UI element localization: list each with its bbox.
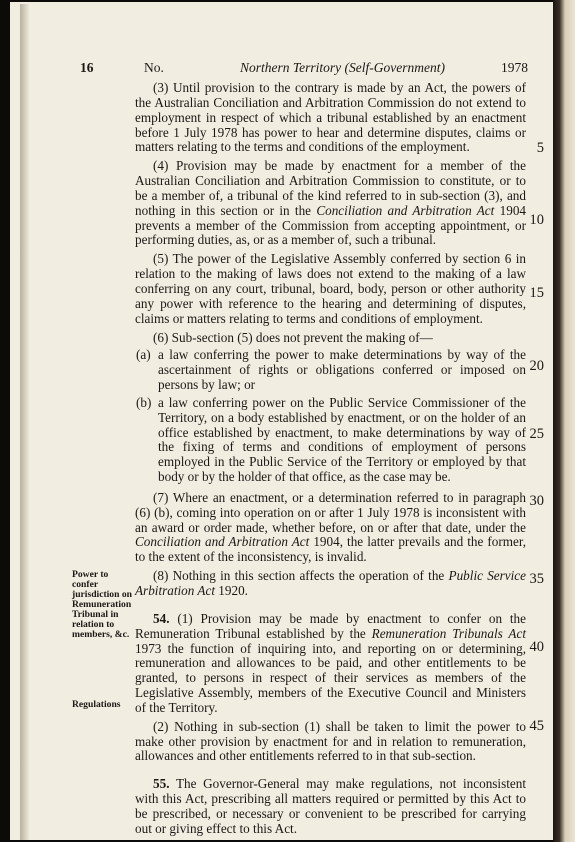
subsection-8 (135, 569, 526, 599)
line-number-5: 5 (536, 140, 544, 156)
line-number-35: 35 (529, 571, 544, 587)
section-54-number: 54. (153, 610, 170, 626)
paragraph-b (135, 396, 526, 485)
act-citation: Public Service Arbitration Act (135, 568, 526, 598)
act-citation: Conciliation and Arbitration Act (316, 202, 495, 218)
subsection-3: (3) Until provision to the contrary is made by an Act, the powers of the Australian Conciliation and Arbitration Commission do not extend to employment in respect of which a tribunal established by an enactment before 1 July 1978 has power to hear and determine disputes, claims or matters relating to the terms and conditions of the employment. (135, 80, 526, 155)
subsection-8-text: (8) Nothing in this section affects the operation of the (153, 568, 449, 584)
section-54-text: (1) Provision may be made by enactment to confer on the Remuneration Tribunal established by the (135, 610, 526, 641)
subsection-5: (5) The power of the Legislative Assembly conferred by section 6 in relation to the making of laws does not extend to the making of a law conferring on any court, tribunal, board, body, person or other authority any power with reference to the hearing and determining of disputes, claims or matters relating to terms and conditions of employment. (135, 251, 526, 326)
running-title: Northern Territory (Self-Government) (240, 60, 445, 75)
section-54-text-end: 1973 the function of inquiring into, and reporting on or determining, remuneration and allowances to be paid, and other entitlements to be granted, to persons in respect of their services as members of the Legislative Assembly, members of the Executive Council and Ministers of the Territory. (135, 640, 526, 715)
margin-note-section-55: Regulations (72, 699, 121, 710)
line-number-30: 30 (529, 493, 544, 509)
paragraph-a-mark: (a) (136, 347, 151, 363)
subsection-6: (6) Sub-section (5) does not prevent the making of— (153, 329, 433, 345)
body-text (135, 81, 526, 840)
margin-note-section-54: Power to confer jurisdiction on Remuneration Tribunal in relation to members, &c. (72, 569, 132, 640)
line-number-15: 15 (529, 285, 544, 301)
section-55-number: 55. (153, 776, 170, 792)
line-number-20: 20 (529, 358, 544, 374)
act-year: 1978 (501, 60, 528, 75)
paragraph-a (135, 348, 526, 393)
line-number-10: 10 (529, 212, 544, 228)
section-55-text: The Governor-General may make regulations, not inconsistent with this Act, prescribing all matters required or permitted by this Act to be prescribed, or necessary or convenient to be prescribed for carrying out or giving effect to this Act. (135, 776, 526, 836)
paragraph-b-text: a law conferring power on the Public Service Commissioner of the Territory, on a body established by enactment, or on the holder of an office established by enactment, to make determinations by way of the fixing of terms and conditions of employment of persons employed in the Public Service of the Territory or employed by that body or by the holder of that office, as the case may be. (158, 394, 526, 485)
subsection-4 (135, 159, 526, 248)
subsection-4-text-end: 1904 prevents a member of the Commission from accepting appointment, or performing duties, as, or as a member of, such a tribunal. (135, 202, 527, 248)
subsection-7-text: (7) Where an enactment, or a determination referred to in paragraph (6) (b), coming into operation on or after 1 July 1978 is inconsistent with an award or order made, whether before, on or after that date, under the (135, 489, 526, 535)
act-number-label: No. (144, 60, 164, 75)
section-54-1 (135, 612, 526, 716)
document-page (10, 2, 553, 840)
paragraph-a-text: a law conferring the power to make determinations by way of the ascertainment of rights or obligations conferred or imposed on persons by law; or (158, 347, 526, 393)
act-citation: Remuneration Tribunals Act (371, 625, 526, 641)
next-page-edge (553, 0, 575, 842)
section-55 (135, 777, 526, 836)
subsection-7 (135, 491, 526, 565)
line-number-25: 25 (529, 426, 544, 442)
act-citation: Conciliation and Arbitration Act (135, 534, 310, 550)
page-number: 16 (80, 60, 94, 75)
paragraph-b-mark: (b) (136, 394, 152, 410)
line-number-40: 40 (529, 639, 544, 655)
section-54-2: (2) Nothing in sub-section (1) shall be taken to limit the power to make other provision by enactment for and in relation to remuneration, allowances and other entitlements referred to in that sub-section. (135, 718, 526, 764)
subsection-4-text: (4) Provision may be made by enactment for a member of the Australian Conciliation and Arbitration Commission to constitute, or to be a member of, a tribunal of the kind referred to in sub-section (3), and nothing in this section or in the (135, 158, 526, 218)
subsection-7-text-end: 1904, the latter prevails and the former, to the extent of the inconsistency, is invalid. (135, 534, 526, 565)
page-gutter-shadow (20, 4, 30, 840)
subsection-8-text-end: 1920. (214, 583, 248, 598)
line-number-45: 45 (529, 718, 544, 734)
